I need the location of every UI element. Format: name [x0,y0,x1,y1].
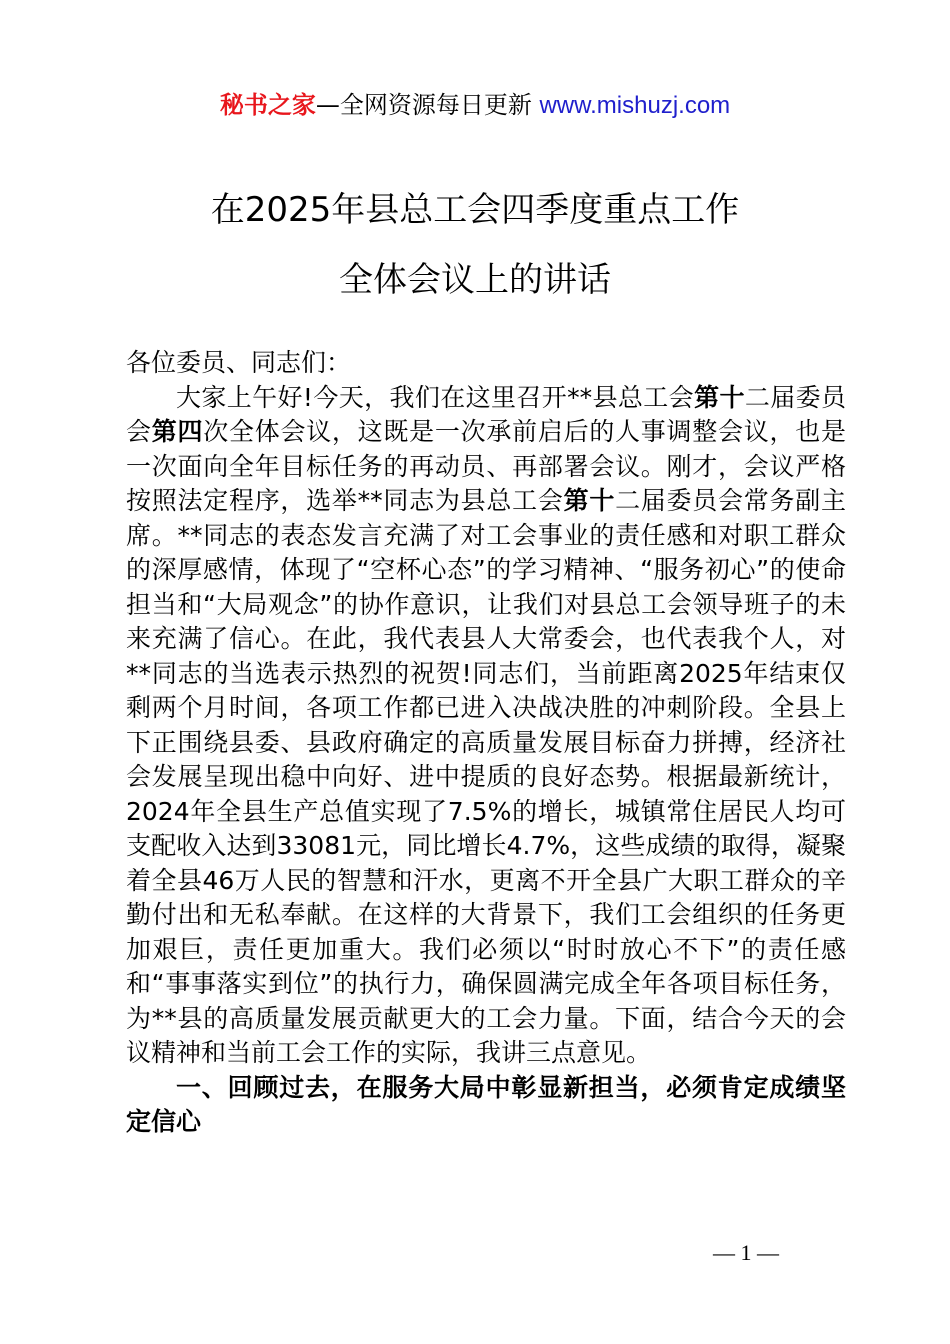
site-brand: 秘书之家 [219,91,316,119]
para1-bold-1: 第十 [694,382,745,412]
section-heading-1: 一、回顾过去，在服务大局中彰显新担当，必须肯定成绩坚定信心 [126,1072,846,1136]
site-tagline: —全网资源每日更新 [315,91,540,119]
site-header [0,88,950,123]
body-paragraph-1 [126,381,846,1071]
page-number: — 1 — [713,1240,779,1265]
para1-bold-2: 第四 [151,417,204,446]
para1-text-2: 二届委员会 [126,382,846,446]
para1-bold-3: 第十 [563,486,616,515]
para1-text-1: 大家上午好!今天，我们在这里召开**县总工会 [176,382,695,412]
document-body [126,346,846,1140]
document-title-line-2: 全体会议上的讲话 [339,260,611,300]
salutation: 各位委员、同志们： [126,348,352,377]
para1-text-3: 次全体会议，这既是一次承前启后的人事调整会议，也是一次面向全年目标任务的再动员、再部署会议。刚才，会议严格按照法定程序，选举**同志为县总工会 [126,417,846,515]
para1-text-4: 二届委员会常务副主席。**同志的表态发言充满了对工会事业的责任感和对职工群众的深厚感情，体现了“空杯心态”的学习精神、“服务初心”的使命担当和“大局观念”的协作意识，让我们对县总工会领导班子的未来充满了信心。在此，我代表县人大常委会，也代表我个人，对**同志的当选表示热烈的祝贺!同志们，当前距离2025年结束仅剩两个月时间，各项工作都已进入决战决胜的冲刺阶段。全县上下正围绕县委、县政府确定的高质量发展目标奋力拼搏，经济社会发展呈现出稳中向好、进中提质的良好态势。根据最新统计，2024年全县生产总值实现了7.5%的增长，城镇常住居民人均可支配收入达到33081元，同比增长4.7%，这些成绩的取得，凝聚着全县46万人民的智慧和汗水，更离不开全县广大职工群众的辛勤付出和无私奉献。在这样的大背景下，我们工会组织的任务更加艰巨，责任更加重大。我们必须以“时时放心不下”的责任感和“事事落实到位”的执行力，确保圆满完成全年各项目标任务，为**县的高质量发展贡献更大的工会力量。下面，结合今天的会议精神和当前工会工作的实际，我讲三点意见。 [126,486,846,1067]
site-url-link[interactable]: www.mishuzj.com [539,92,731,119]
document-title-line-1: 在2025年县总工会四季度重点工作 [210,190,740,230]
